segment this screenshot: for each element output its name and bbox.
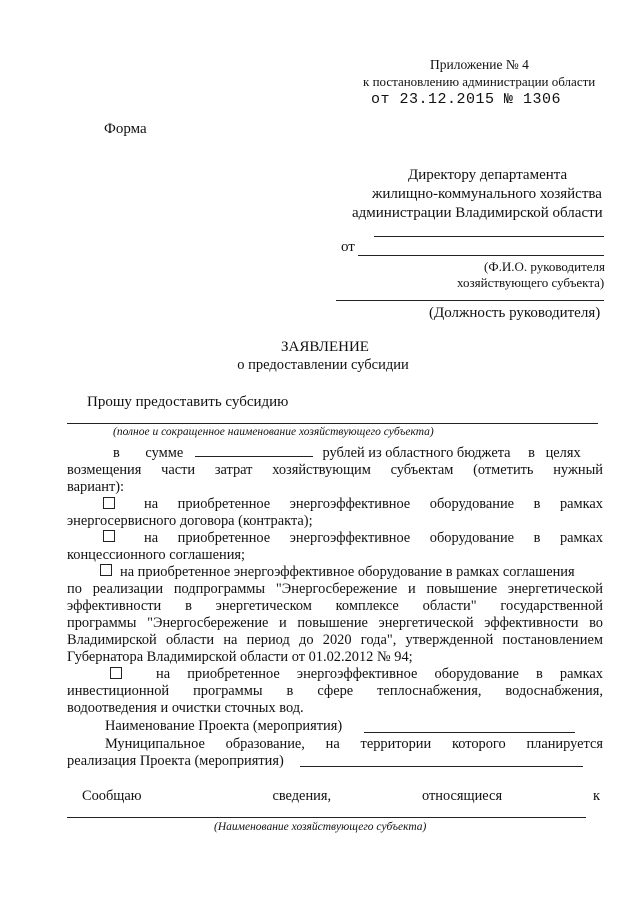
option-4-line-1: на приобретенное энергоэффективное оборудование в рамках	[156, 666, 603, 682]
form-label: Форма	[104, 121, 147, 137]
option-3-line-5: Владимирской области на период до 2020 года", утвержденной постановлением	[67, 632, 603, 648]
sum-amount-field[interactable]	[195, 444, 313, 457]
option-4-line-3: водоотведения и очистки сточных вод.	[67, 700, 304, 716]
sum-word-2: сумме	[145, 445, 184, 461]
option-1-line-1: на приобретенное энергоэффективное оборудование в рамках	[144, 496, 603, 512]
entity-field-line[interactable]	[67, 817, 586, 818]
municipality-line-2: реализация Проекта (мероприятия)	[67, 753, 284, 769]
municipality-line-1: Муниципальное образование, на территории которого планируется	[105, 736, 603, 752]
option-3-line-3: эффективности в энергетическом комплексе области" государственной	[67, 598, 603, 614]
project-name-label: Наименование Проекта (мероприятия)	[105, 718, 343, 734]
fio-caption-2: хозяйствующего субъекта)	[457, 275, 605, 290]
from-label: от	[341, 239, 355, 255]
position-field-line[interactable]	[336, 300, 604, 301]
option-1-line-2: энергосервисного договора (контракта);	[67, 513, 313, 529]
option-3-line-4: программы "Энергосбережение и повышение энергетической эффективности во	[67, 615, 603, 631]
fio-caption-1: (Ф.И.О. руководителя	[484, 259, 606, 274]
fio-field-line[interactable]	[358, 255, 604, 256]
request-line: Прошу предоставить субсидию	[87, 394, 289, 410]
option-2-line-2: концессионного соглашения;	[67, 547, 246, 563]
resolution-date-number: от 23.12.2015 № 1306	[371, 91, 562, 108]
sum-word-1: в	[113, 445, 120, 461]
sum-word-4: в	[528, 445, 535, 461]
option-4-checkbox[interactable]	[110, 665, 122, 683]
option-3-line-1: на приобретенное энергоэффективное оборудование в рамках соглашения	[120, 564, 575, 580]
appendix-label: Приложение № 4	[430, 57, 529, 72]
inform-line: Сообщаю сведения, относящиеся к	[82, 788, 600, 804]
purpose-word: части	[161, 462, 196, 478]
purpose-end: вариант):	[67, 479, 125, 495]
option-3-line-6: Губернатора Владимирской области от 01.02.2012 № 94;	[67, 649, 413, 665]
entity-caption: (Наименование хозяйствующего субъекта)	[214, 821, 427, 833]
document-subtitle: о предоставлении субсидии	[237, 357, 409, 373]
sum-word-5: целях	[545, 445, 581, 461]
resolution-label: к постановлению администрации области	[363, 74, 596, 89]
purpose-line	[67, 462, 603, 479]
purpose-word: хозяйствующим	[272, 462, 371, 478]
municipality-field[interactable]	[300, 766, 583, 767]
option-3-checkbox[interactable]	[100, 562, 112, 580]
addressee-line-3: администрации Владимирской области	[352, 205, 603, 221]
purpose-word: нужный	[553, 462, 603, 478]
entity-name-caption: (полное и сокращенное наименование хозяйствующего субъекта)	[113, 426, 434, 438]
option-2-checkbox[interactable]	[103, 528, 115, 546]
purpose-word: возмещения	[67, 462, 142, 478]
option-1-checkbox[interactable]	[103, 495, 115, 513]
sum-line	[113, 444, 603, 462]
project-name-field[interactable]	[364, 732, 575, 733]
addressee-blank-line-1[interactable]	[374, 236, 604, 237]
addressee-line-1: Директору департамента	[408, 167, 568, 183]
option-3-line-2: по реализации подпрограммы "Энергосбережение и повышение энергетической	[67, 581, 603, 597]
option-4-line-2: инвестиционной программы в сфере теплоснабжения, водоснабжения,	[67, 683, 603, 699]
position-caption: (Должность руководителя)	[429, 305, 601, 321]
addressee-line-2: жилищно-коммунального хозяйства	[372, 186, 602, 202]
sum-word-3: рублей из областного бюджета	[322, 445, 511, 461]
document-title: ЗАЯВЛЕНИЕ	[281, 339, 369, 355]
option-2-line-1: на приобретенное энергоэффективное оборудование в рамках	[144, 530, 603, 546]
purpose-word: (отметить	[473, 462, 534, 478]
purpose-word: затрат	[214, 462, 253, 478]
entity-name-field-line[interactable]	[67, 423, 598, 424]
purpose-word: субъектам	[390, 462, 454, 478]
